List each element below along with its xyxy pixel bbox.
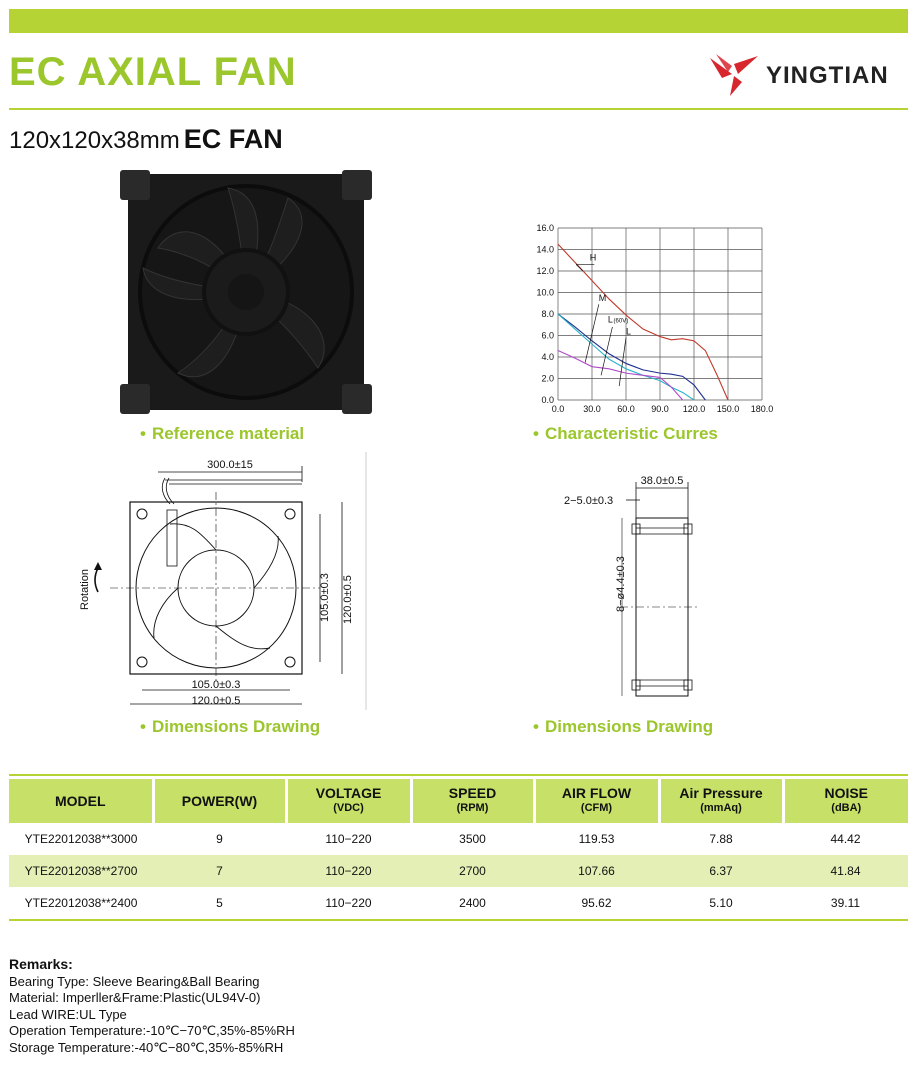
table-header-row	[9, 779, 908, 823]
series-label-l: L	[626, 326, 632, 337]
x-tick-label: 120.0	[682, 404, 706, 414]
rotation-arrow-icon	[94, 562, 102, 570]
hole-pitch-vertical: 105.0±0.3	[319, 573, 331, 622]
col-model: MODEL	[9, 779, 153, 823]
remark-line: Storage Temperature:-40℃−80℃,35%-85%RH	[9, 1039, 284, 1055]
cable-length-label: 300.0±15	[207, 459, 253, 471]
characteristic-chart	[520, 218, 785, 423]
col-power: POWER(W)	[153, 779, 286, 823]
table-top-divider	[9, 774, 908, 776]
y-tick-label: 14.0	[536, 244, 554, 255]
remarks	[9, 956, 295, 1056]
brand-logo	[708, 52, 913, 98]
page-title: EC AXIAL FAN	[9, 50, 297, 94]
x-tick-label: 60.0	[617, 404, 635, 414]
caption-curves: • Characteristic Curres	[533, 424, 718, 443]
yingtian-logo-icon	[708, 52, 760, 98]
y-tick-label: 8.0	[541, 309, 554, 319]
series-label-l60-sub: (60V)	[613, 318, 629, 325]
x-tick-label: 180.0	[750, 404, 774, 414]
title-divider	[9, 108, 908, 110]
product-subtitle	[9, 124, 283, 155]
hole-pitch-horizontal: 105.0±0.3	[191, 679, 241, 691]
caption-dims-side: • Dimensions Drawing	[533, 717, 714, 736]
characteristic-chart-svg	[520, 218, 785, 418]
series-label-m: M	[598, 293, 607, 304]
y-tick-label: 0.0	[541, 395, 554, 405]
remark-line: Operation Temperature:-10℃−70℃,35%-85%RH	[9, 1023, 295, 1038]
remark-line: Lead WIRE:UL Type	[9, 1006, 127, 1022]
y-tick-label: 16.0	[536, 223, 554, 233]
remarks-heading: Remarks:	[9, 956, 73, 972]
spec-table	[9, 779, 908, 921]
remark-line: Material: Imperller&Frame:Plastic(UL94V-0)	[9, 990, 261, 1005]
col-speed: SPEED (RPM)	[411, 779, 534, 823]
top-accent-bar	[9, 9, 908, 33]
x-tick-label: 30.0	[583, 404, 601, 414]
table-row: YTE22012038**2400 5 110−220 2400 95.62 5.10 39.11	[9, 887, 908, 920]
caption-dims-front: • Dimensions Drawing	[140, 717, 321, 736]
front-dimension-drawing	[70, 452, 370, 715]
side-dimension-drawing	[560, 470, 710, 705]
table-row: YTE22012038**2700 7 110−220 2700 107.66 6.37 41.84	[9, 855, 908, 887]
y-tick-label: 4.0	[541, 352, 554, 362]
depth-label: 38.0±0.5	[640, 475, 684, 487]
y-tick-label: 6.0	[541, 330, 554, 341]
rotation-label: Rotation	[79, 569, 91, 610]
col-airflow: AIR FLOW (CFM)	[534, 779, 659, 823]
x-tick-label: 90.0	[651, 404, 669, 414]
outer-size-horizontal: 120.0±0.5	[191, 695, 241, 707]
series-label-h: H	[589, 252, 597, 263]
brand-name: YINGTIAN	[766, 62, 889, 89]
col-voltage: VOLTAGE (VDC)	[286, 779, 411, 823]
product-size: 120x120x38mm	[9, 127, 180, 154]
product-type: EC FAN	[183, 124, 283, 154]
series-label-l60: L	[607, 314, 613, 325]
col-pressure: Air Pressure (mmAq)	[659, 779, 783, 823]
remark-line: Bearing Type: Sleeve Bearing&Ball Bearing	[9, 973, 260, 989]
y-tick-label: 12.0	[536, 266, 554, 276]
caption-reference: • Reference material	[140, 424, 305, 443]
series-line-l	[558, 351, 683, 400]
col-noise: NOISE (dBA)	[783, 779, 908, 823]
table-row: YTE22012038**3000 9 110−220 3500 119.53 7.88 44.42	[24, 832, 861, 846]
y-tick-label: 10.0	[536, 287, 554, 298]
x-tick-label: 150.0	[716, 404, 740, 414]
x-tick-label: 0.0	[551, 404, 565, 414]
holes-label: 8−ø4.4±0.3	[615, 556, 627, 612]
y-tick-label: 2.0	[541, 373, 554, 384]
outer-size-vertical: 120.0±0.5	[342, 575, 354, 624]
flange-label: 2−5.0±0.3	[564, 495, 614, 507]
series-line-h	[558, 244, 728, 400]
leader-h-2	[576, 265, 583, 271]
fan-photo	[118, 168, 374, 421]
